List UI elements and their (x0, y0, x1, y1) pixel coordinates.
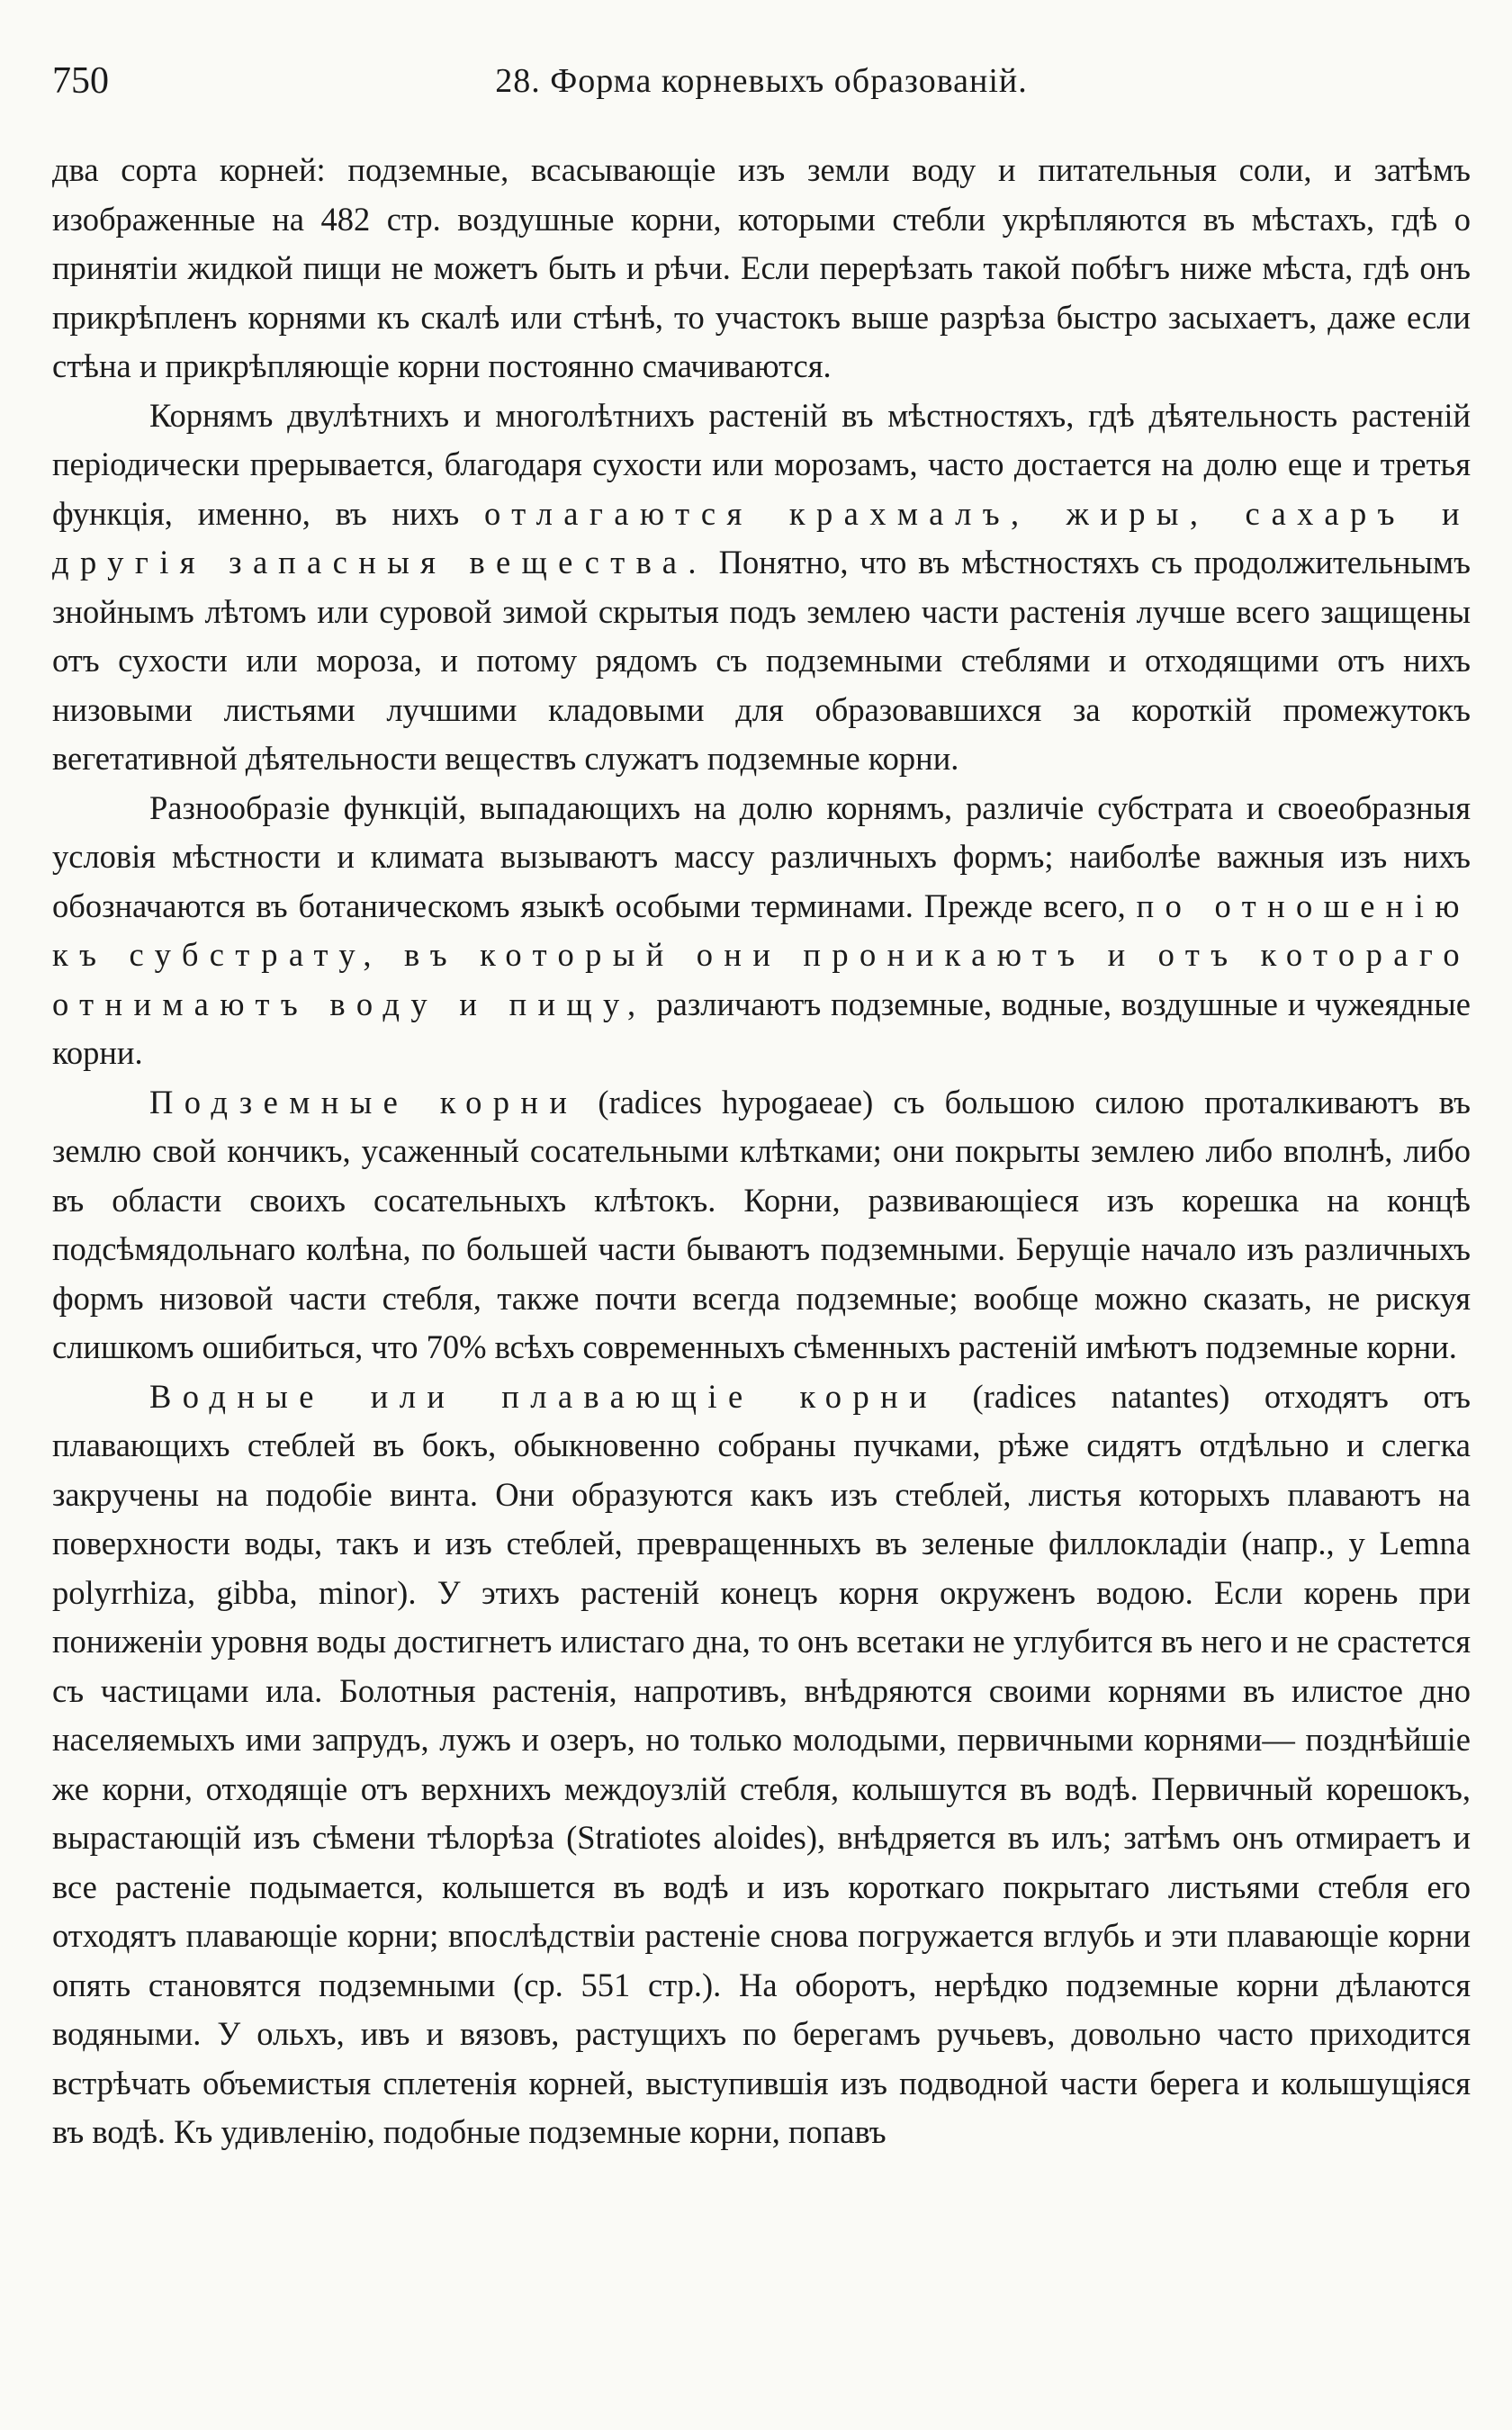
spaced-emphasis: по отношенію къ субстрату, въ который они проникаютъ и отъ котораго отнимаютъ воду и пищу, (52, 886, 1471, 1022)
body-text (52, 146, 1471, 2157)
paragraph (52, 784, 1471, 1078)
text-run: два сорта корней: подземные, всасывающіе изъ земли воду и питательныя соли, и затѣмъ изображенные на 482 стр. воздушные корни, которыми стебли укрѣпляются въ мѣстахъ, гдѣ о принятіи жидкой пищи не можетъ быть и рѣчи. Если перерѣзать такой побѣгъ ниже мѣста, гдѣ онъ прикрѣпленъ корнями къ скалѣ или стѣнѣ, то участокъ выше разрѣза быстро засыхаетъ, даже если стѣна и прикрѣпляющіе корни постоянно смачиваются. (52, 151, 1471, 384)
page-header (52, 54, 1471, 108)
paragraph (52, 1078, 1471, 1372)
text-run: Понятно, что въ мѣстностяхъ съ продолжительнымъ знойнымъ лѣтомъ или суровой зимой скрытыя подъ землею части растенія лучше всего защищены отъ сухости или мороза, и потому рядомъ съ подземными стеблями и отходящими отъ нихъ низовыми листьями лучшими кладовыми для образовавшихся за короткій промежутокъ вегетативной дѣятельности веществъ служатъ подземные корни. (52, 544, 1471, 777)
text-run: Разнообразіе функцій, выпадающихъ на долю корнямъ, различіе субстрата и своеобразныя условія мѣстности и климата вызываютъ массу различныхъ формъ; наиболѣе важныя изъ нихъ обозначаются въ ботаническомъ языкѣ особыми терминами. Прежде всего, (52, 788, 1471, 924)
book-page (52, 54, 1471, 2394)
text-run: Корнямъ двулѣтнихъ и многолѣтнихъ растеній въ мѣстностяхъ, гдѣ дѣятельность растеній періодически прерывается, благодаря сухости или морозамъ, часто достается на долю еще и третья функція, именно, въ нихъ (52, 396, 1471, 532)
spaced-emphasis: Подземные корни (149, 1083, 579, 1120)
text-run: (radices natantes) отходятъ отъ плавающихъ стеблей въ бокъ, обыкновенно собраны пучками, рѣже сидятъ отдѣльно и слегка закручены на подобіе винта. Они образуются какъ изъ стеблей, листья которыхъ плаваютъ на поверхности воды, такъ и изъ стеблей, превращенныхъ въ зеленые филлокладіи (напр., у Lemna polyrrhiza, gibba, minor). У этихъ растеній конецъ корня окруженъ водою. Если корень при пониженіи уровня воды достигнетъ илистаго дна, то онъ всетаки не углубится въ него и не срастется съ частицами ила. Болотныя растенія, напротивъ, внѣдряются своими корнями въ илистое дно населяемыхъ ими запрудъ, лужъ и озеръ, но только молодыми, первичными корнями— позднѣйшіе же корни, отходящіе отъ верхнихъ междоузлій стебля, колышутся въ водѣ. Первичный корешокъ, вырастающій изъ сѣмени тѣлорѣза (Stratiotes aloides), внѣдряется въ илъ; затѣмъ онъ отмираетъ и все растеніе подымается, колышется въ водѣ и изъ короткаго покрытаго листьями стебля его отходятъ плавающіе корни; впослѣдствіи растеніе снова погружается вглубь и эти плавающіе корни опять становятся подземными (ср. 551 стр.). На оборотъ, нерѣдко подземные корни дѣлаются водяными. У ольхъ, ивъ и вязовъ, растущихъ по берегамъ ручьевъ, довольно часто приходится встрѣчать объемистыя сплетенія корней, выступившія изъ подводной части берега и колышущіяся въ водѣ. Къ удивленію, подобные подземные корни, попавъ (52, 1377, 1471, 2150)
page-number: 750 (52, 60, 109, 102)
paragraph (52, 146, 1471, 392)
text-run: различаютъ подземные, водные, воздушные и чужеядные корни. (52, 985, 1471, 1071)
text-run: (radices hypogaeae) съ большою силою проталкиваютъ въ землю свой кончикъ, усаженный сосательными клѣтками; они покрыты землею либо вполнѣ, либо въ области своихъ сосательныхъ клѣтокъ. Корни, развивающіеся изъ корешка на концѣ подсѣмядольнаго колѣна, по большей части бываютъ подземными. Берущіе начало изъ различныхъ формъ низовой части стебля, также почти всегда подземные; вообще можно сказать, не рискуя слишкомъ ошибиться, что 70% всѣхъ современныхъ сѣменныхъ растеній имѣютъ подземные корни. (52, 1083, 1471, 1365)
paragraph (52, 392, 1471, 784)
spaced-emphasis: отлагаются крахмалъ, жиры, сахаръ и другія запасныя вещества. (52, 494, 1471, 580)
paragraph (52, 1372, 1471, 2157)
spaced-emphasis: Водные или плавающіе корни (149, 1377, 939, 1415)
running-title: 28. Форма корневыхъ образованій. (495, 62, 1028, 100)
